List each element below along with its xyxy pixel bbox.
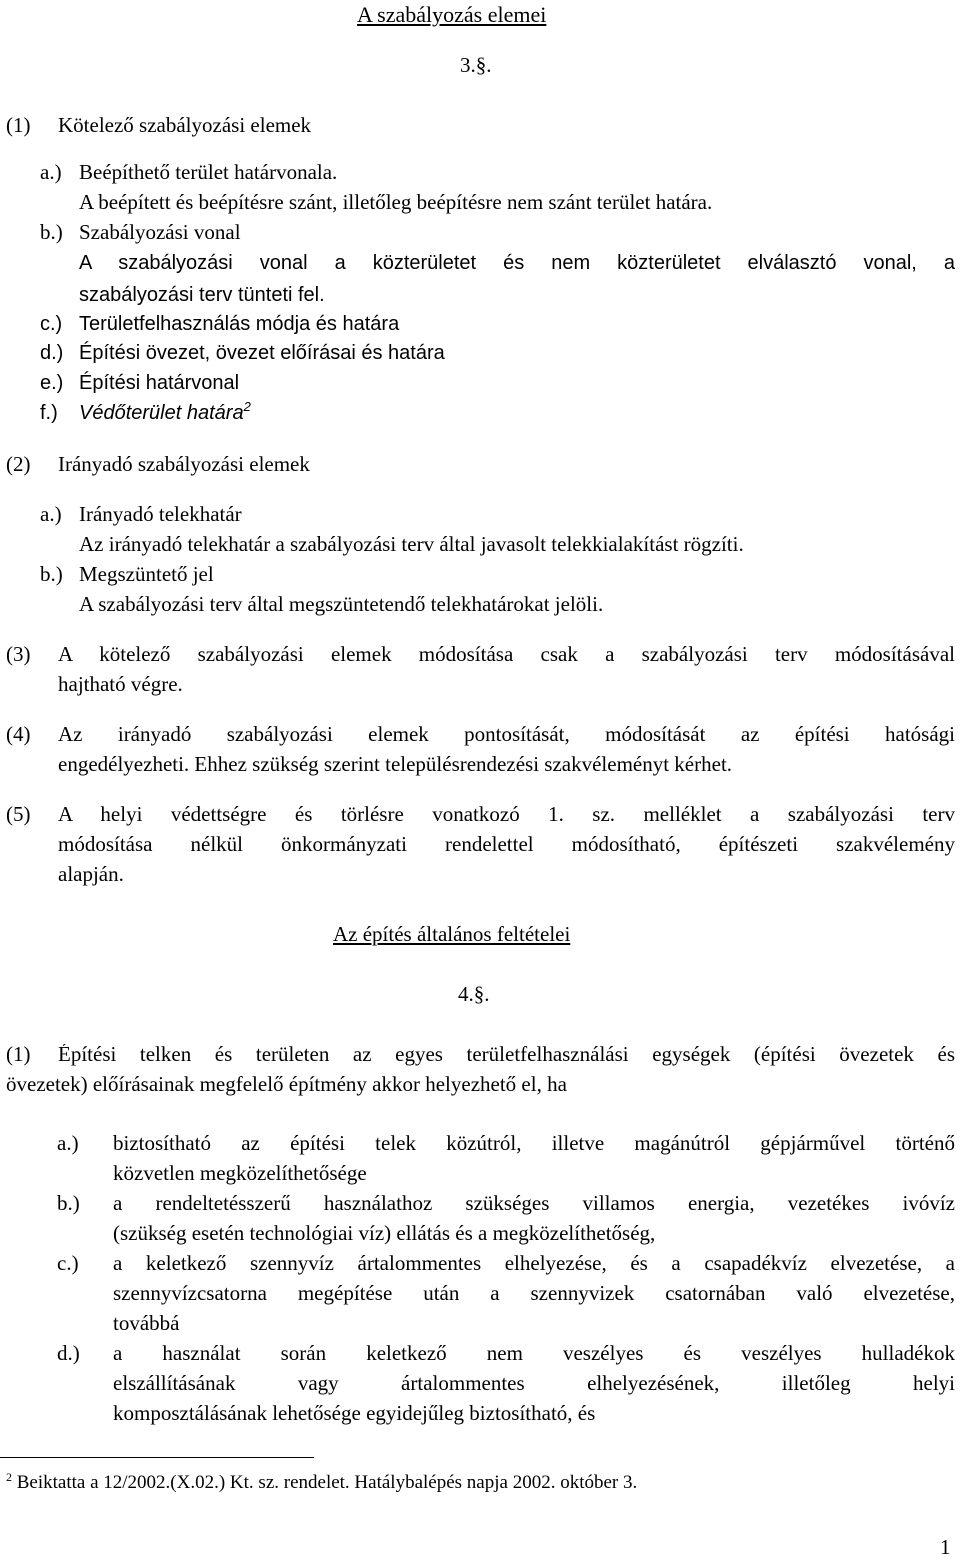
item-title: Beépíthető terület határvonala.: [79, 160, 338, 184]
item-text: A szabályozási terv által megszüntetendő telekhatárokat jelöli.: [79, 592, 604, 616]
paragraph-number: (2): [6, 452, 31, 476]
paragraph-title: Irányadó szabályozási elemek: [58, 452, 310, 476]
item-label: a.): [40, 502, 62, 526]
paragraph-title: Kötelező szabályozási elemek: [58, 113, 312, 137]
item-label: a.): [40, 160, 62, 184]
paragraph-text: engedélyezheti. Ehhez szükség szerint településrendezési szakvéleményt kérhet.: [58, 752, 733, 776]
paragraph-text: A helyi védettségre és törlésre vonatkozó 1. sz. melléklet a szabályozási terv: [58, 804, 955, 826]
footnote-separator: [0, 1457, 314, 1458]
item-label: f.): [40, 402, 58, 424]
paragraph-number: (4): [6, 722, 31, 746]
list-item-label: c.): [57, 1251, 79, 1275]
section-heading: A szabályozás elemei: [357, 2, 547, 27]
paragraph-text: módosítása nélkül önkormányzati rendelettel módosítható, építészeti szakvélemény: [58, 834, 955, 856]
list-item-text: közvetlen megközelíthetősége: [113, 1161, 367, 1185]
footnote-text: Beiktatta a 12/2002.(X.02.) Kt. sz. rendelet. Hatálybalépés napja 2002. október 3.: [16, 1472, 638, 1493]
list-item-text: továbbá: [113, 1311, 180, 1335]
list-item-label: b.): [57, 1191, 80, 1215]
paragraph-text: A kötelező szabályozási elemek módosítása csak a szabályozási terv módosításával: [58, 644, 955, 666]
list-item-label: d.): [57, 1341, 80, 1365]
page-number: 1: [940, 1535, 951, 1559]
list-item-text: a használat során keletkező nem veszélyes és veszélyes hulladékok: [113, 1343, 955, 1365]
paragraph-number: (3): [6, 642, 31, 666]
item-title: Építési övezet, övezet előírásai és határa: [79, 342, 445, 364]
list-item-text: biztosítható az építési telek közútról, illetve magánútról gépjárművel történő: [113, 1133, 955, 1155]
list-item-label: a.): [57, 1131, 79, 1155]
item-text: szabályozási terv tünteti fel.: [79, 284, 325, 306]
list-item-text: (szükség esetén technológiai víz) ellátás és a megközelíthetőség,: [113, 1221, 656, 1245]
section-heading: Az építés általános feltételei: [333, 922, 571, 946]
paragraph-number: (1): [6, 113, 31, 137]
footnote-reference: 2: [243, 399, 251, 414]
item-title-text: Védőterület határa: [79, 402, 244, 424]
list-item-text: szennyvízcsatorna megépítése után a szennyvizek csatornában való elvezetése,: [113, 1283, 955, 1305]
list-item-text: elszállításának vagy ártalommentes elhelyezésének, illetőleg helyi: [113, 1373, 955, 1395]
list-item-text: a keletkező szennyvíz ártalommentes elhelyezése, és a csapadékvíz elvezetése, a: [113, 1253, 955, 1275]
paragraph-number: (5): [6, 802, 31, 826]
item-label: d.): [40, 342, 64, 364]
paragraph-text: hajtható végre.: [58, 672, 183, 696]
item-title: [79, 399, 251, 424]
item-title: Építési határvonal: [79, 372, 240, 394]
item-title: Irányadó telekhatár: [79, 502, 242, 526]
section-number: 4.§.: [458, 982, 490, 1006]
list-item-text: komposztálásának lehetősége egyidejűleg biztosítható, és: [113, 1401, 596, 1425]
item-label: b.): [40, 220, 63, 244]
section-number: 3.§.: [460, 53, 492, 77]
item-label: e.): [40, 372, 64, 394]
paragraph-number: (1): [6, 1042, 31, 1066]
paragraph-text: alapján.: [58, 862, 124, 886]
item-title: Szabályozási vonal: [79, 220, 241, 244]
item-label: c.): [40, 313, 63, 335]
paragraph-text: övezetek) előírásainak megfelelő építmény akkor helyezhető el, ha: [6, 1072, 567, 1096]
footnote: [6, 1470, 638, 1493]
item-title: Megszüntető jel: [79, 562, 214, 586]
list-item-text: a rendeltetésszerű használathoz szükséges villamos energia, vezetékes ivóvíz: [113, 1193, 955, 1215]
item-label: b.): [40, 562, 63, 586]
footnote-mark: 2: [6, 1470, 12, 1484]
item-text: A beépített és beépítésre szánt, illetőleg beépítésre nem szánt terület határa.: [79, 190, 713, 214]
item-text: Az irányadó telekhatár a szabályozási terv által javasolt telekkialakítást rögzíti.: [79, 532, 744, 556]
item-title: Területfelhasználás módja és határa: [79, 313, 400, 335]
item-text: A szabályozási vonal a közterületet és nem közterületet elválasztó vonal, a: [79, 253, 955, 274]
paragraph-text: Az irányadó szabályozási elemek pontosítását, módosítását az építési hatósági: [58, 724, 955, 746]
paragraph-text: Építési telken és területen az egyes területfelhasználási egységek (építési övezetek és: [58, 1044, 955, 1066]
